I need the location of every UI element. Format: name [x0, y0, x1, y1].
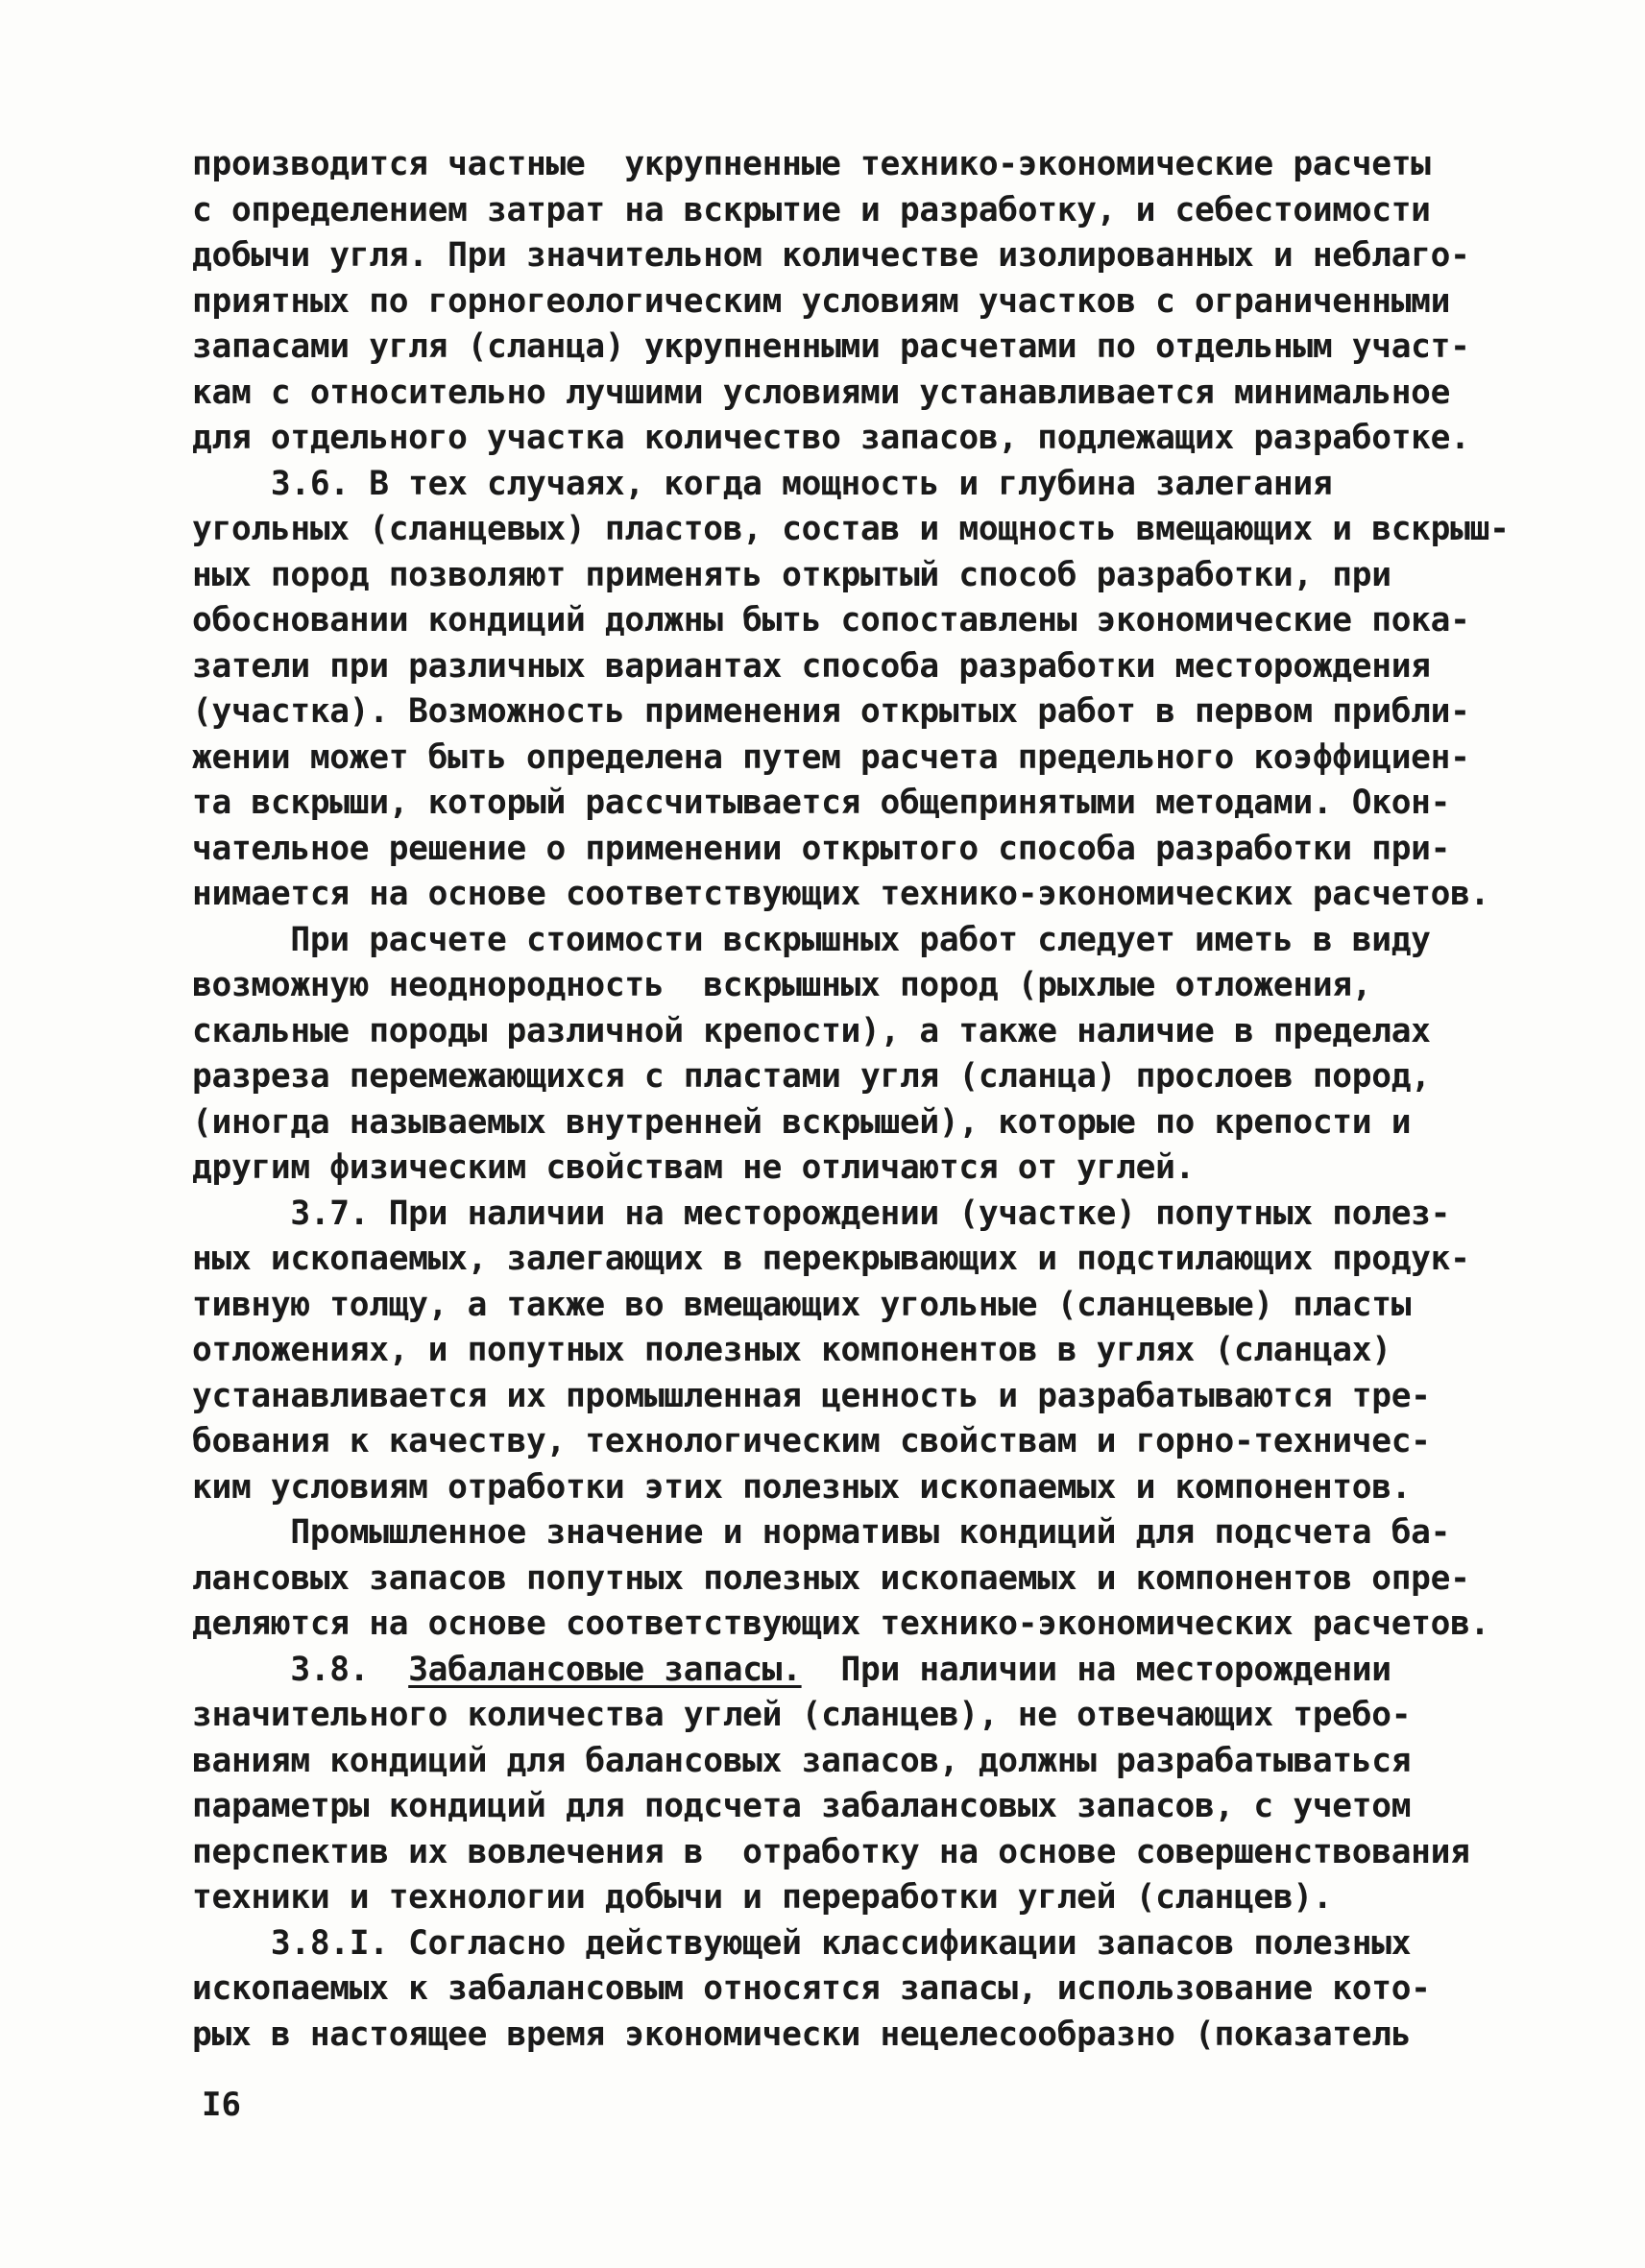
text-line: техники и технологии добычи и переработки углей (сланцев).: [192, 1878, 1333, 1917]
text-line: лансовых запасов попутных полезных ископаемых и компонентов опре-: [192, 1558, 1470, 1598]
text-line: другим физическим свойствам не отличаются от углей.: [192, 1148, 1196, 1187]
text-line: отложениях, и попутных полезных компонентов в углях (сланцах): [192, 1331, 1391, 1369]
text-line: При расчете стоимости вскрышных работ следует иметь в виду: [192, 920, 1431, 959]
text-line: запасами угля (сланца) укрупненными расчетами по отдельным участ-: [192, 327, 1470, 366]
text-line: (участка). Возможность применения открытых работ в первом прибли-: [192, 692, 1470, 731]
text-line: ископаемых к забалансовым относятся запасы, использование кото-: [192, 1969, 1431, 2008]
text-line: бования к качеству, технологическим свойствам и горно-техничес-: [192, 1422, 1431, 1460]
text-line: та вскрыши, который рассчитывается общепринятыми методами. Окон-: [192, 784, 1451, 822]
text-line: ных ископаемых, залегающих в перекрывающих и подстилающих продук-: [192, 1240, 1470, 1278]
text-line: чательное решение о применении открытого способа разработки при-: [192, 829, 1451, 868]
section-3-8-heading-line: [192, 1648, 1460, 1694]
text-line: скальные породы различной крепости), а также наличие в пределах: [192, 1011, 1431, 1050]
text-line: угольных (сланцевых) пластов, состав и мощность вмещающих и вскрыш-: [192, 510, 1510, 548]
text-line: с определением затрат на вскрытие и разработку, и себестоимости: [192, 190, 1431, 229]
text-line: (иногда называемых внутренней вскрышей), которые по крепости и: [192, 1102, 1412, 1142]
text-line: возможную неоднородность вскрышных пород (рыхлые отложения,: [192, 966, 1372, 1004]
text-line: затели при различных вариантах способа разработки месторождения: [192, 646, 1431, 686]
text-line: производится частные укрупненные технико-экономические расчеты: [192, 145, 1431, 183]
section-rest: При наличии на месторождении: [801, 1650, 1391, 1689]
text-line: 3.6. В тех случаях, когда мощность и глубина залегания: [192, 464, 1333, 503]
text-line: рых в настоящее время экономически нецелесообразно (показатель: [192, 2015, 1412, 2054]
text-line: 3.7. При наличии на месторождении (участке) попутных полез-: [192, 1194, 1451, 1233]
text-line: Промышленное значение и нормативы кондиций для подсчета ба-: [192, 1513, 1451, 1552]
body-text: [192, 142, 1510, 2058]
text-line: кам с относительно лучшими условиями устанавливается минимальное: [192, 373, 1451, 412]
text-line: обосновании кондиций должны быть сопоставлены экономические пока-: [192, 601, 1470, 639]
text-line: ким условиям отработки этих полезных ископаемых и компонентов.: [192, 1467, 1412, 1507]
page-number: I6: [202, 2086, 241, 2124]
text-line: 3.8.I. Согласно действующей классификации запасов полезных: [192, 1923, 1412, 1963]
text-line: параметры кондиций для подсчета забалансовых запасов, с учетом: [192, 1787, 1412, 1825]
text-line: тивную толщу, а также во вмещающих угольные (сланцевые) пласты: [192, 1285, 1412, 1324]
text-line: ных пород позволяют применять открытый способ разработки, при: [192, 555, 1391, 594]
text-line: устанавливается их промышленная ценность и разрабатываются тре-: [192, 1376, 1431, 1415]
text-line: ваниям кондиций для балансовых запасов, должны разрабатываться: [192, 1741, 1412, 1780]
text-line: приятных по горногеологическим условиям участков с ограниченными: [192, 281, 1451, 321]
text-line: разреза перемежающихся с пластами угля (сланца) прослоев пород,: [192, 1057, 1431, 1096]
text-line: нимается на основе соответствующих технико-экономических расчетов.: [192, 875, 1490, 913]
text-line: значительного количества углей (сланцев), не отвечающих требо-: [192, 1696, 1412, 1734]
text-line: деляются на основе соответствующих технико-экономических расчетов.: [192, 1604, 1490, 1643]
section-number: 3.8.: [192, 1650, 409, 1689]
text-line: перспектив их вовлечения в отработку на основе совершенствования: [192, 1832, 1470, 1871]
text-line: для отдельного участка количество запасов, подлежащих разработке.: [192, 419, 1470, 457]
text-line: добычи угля. При значительном количестве изолированных и неблаго-: [192, 236, 1470, 275]
text-line: жении может быть определена путем расчета предельного коэффициен-: [192, 737, 1470, 777]
section-title-underlined: Забалансовые запасы.: [408, 1650, 802, 1689]
